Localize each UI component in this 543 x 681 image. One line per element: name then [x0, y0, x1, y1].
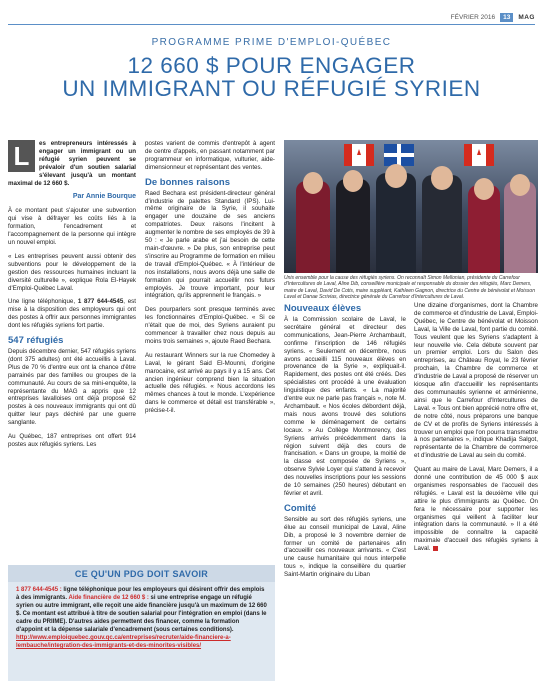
- person-head: [343, 170, 363, 192]
- article-title: [0, 54, 543, 100]
- column-1: [8, 140, 136, 455]
- page-number: 13: [500, 13, 513, 22]
- paragraph: Des pourparlers sont presque terminés avec les fonctionnaires d'Emploi-Québec. « Si ce n'était que de moi, des Syriens auraient pu commencer à travailler chez nous depuis au moins trois semaines », ajoute Raed Bechara.: [145, 306, 275, 345]
- column-2: [145, 140, 275, 421]
- canada-flag-icon: [344, 144, 374, 166]
- person-head: [431, 166, 453, 190]
- title-line-1: 12 660 $ POUR ENGAGER: [127, 53, 416, 78]
- column-4: [414, 302, 538, 559]
- text: si une entreprise engage un réfugié syrien ou autre immigrant, elle reçoit une aide financière jusqu'à un maximum de 12 660 $. Ce montant est attribué à titre de soutien salarial pour l'intégration en emploi (dans le cadre du PRIIME). D'autres aides permettent des financer, comme la formation d'appoint et la dépense salariale d'encadrement (sous certaines conditions).: [16, 595, 267, 633]
- paragraph: Sensible au sort des réfugiés syriens, une élue au conseil municipal de Laval, Aline Dib, a proposé le 3 novembre dernier de former un comité de partenaires afin d'accueillir ces nouveaux arrivants. « C'est une cause humanitaire qui nous interpelle tous », indique la conseillère du quartier Saint-Martin originaire du Liban: [284, 515, 406, 579]
- title-line-2: UN IMMIGRANT OU RÉFUGIÉ SYRIEN: [62, 76, 481, 101]
- magazine-name: MAG: [518, 13, 535, 21]
- phone-number: 1 877 644-4545: [77, 298, 124, 306]
- group-photo: [284, 140, 538, 273]
- canada-flag-icon: [464, 144, 494, 166]
- text: Une ligne téléphonique,: [8, 298, 78, 306]
- text: Quant au maire de Laval, Marc Demers, il a donné une contribution de 45 000 $ aux organismes responsables de l'accueil des réfugiés. « Laval est la deuxième ville qui attire le plus d'immigrants au Québec. On fera le nécessaire pour supporter les organismes qui veillent à faciliter leur intégration dans la communauté. » Il a été impossible de connaître la capacité maximale d'accueil des réfugiés syriens à Laval.: [414, 466, 538, 553]
- paragraph: Depuis décembre dernier, 547 réfugiés syriens (dont 375 adultes) ont été accueillis à Laval. Plus de 70 % d'entre eux ont la chance d'être parrainés par des familles ou groupes de la communauté. Au cours de sa mini-enquête, la représentante du MAG a appris que 12 entreprises lavalloises ont déjà proposé 62 postes à ces nouveaux immigrants qui ont dû quitter leur pays déchiré par une guerre sanglante.: [8, 348, 136, 427]
- photo-caption: Unis ensemble pour la cause des réfugiés syriens. On reconnaît Simon Mellonian, présidente du Carrefour d'Intercultures de Laval, Aline Dib, conseillère municipale et responsable du dossier des réfugiés, Marc Demers, maire de Laval, David De Cotis, maire suppléant, Kathleen Gagnon, directrice du Centre de bénévolat et Moisson Laval et Danae Scrivias, directrice générale du Carrefour d'Intercultures de Laval.: [284, 275, 535, 300]
- paragraph: À la Commission scolaire de Laval, le secrétaire général et directeur des communications, Jean-Pierre Archambault, confirme l'inscription de 146 réfugiés syriens. « Seulement en décembre, nous avons accueilli 115 nouveaux élèves en provenance de la Syrie », expliquait-il. Rapidement, des postes ont été créés. Des spécialistes ont procédé à une évaluation linguistique des enfants. « La majorité d'entre eux ne parle pas français », note M. Archambault. « Nos écoles débordent déjà, mais nous avons trouvé des solutions comme le déménagement de certains locaux. » Au Collège Montmorency, des Syriens arrivés précédemment dans la région suivent déjà des cours de francisation. « Dans un groupe, la moitié de la classe est composée de Syriens », observe Sylvie Loyer qui s'attend à recevoir des nouvelles inscriptions pour les sessions de 10 semaines (250 heures) débutant en février et avril.: [284, 316, 406, 497]
- section-heading: De bonnes raisons: [145, 176, 230, 188]
- paragraph: postes varient de commis d'entrepôt à agent de centre d'appels, en passant notamment par programmeur en informatique, vulturier, aide-dimensionneur et représentant des ventes.: [145, 140, 275, 171]
- paragraph: [8, 298, 136, 330]
- sidebar-box: [8, 565, 275, 681]
- text: ligne téléphonique pour les employeurs qui désirent offrir des emplois à des immigrants.: [16, 587, 265, 601]
- byline: Par Annie Bourque: [72, 193, 136, 201]
- person-head: [510, 174, 530, 196]
- column-3: [284, 302, 406, 585]
- person-head: [385, 164, 407, 188]
- quebec-flag-icon: [384, 144, 414, 166]
- end-mark-icon: [433, 546, 438, 551]
- paragraph: À ce montant peut s'ajouter une subvention qui vise à défrayer les coûts liés à la formation, l'encadrement et l'accompagnement de la personne qui intègre un nouvel emploi.: [8, 207, 136, 246]
- section-heading: Nouveaux élèves: [284, 303, 362, 314]
- section-heading: 547 réfugiés: [8, 335, 64, 347]
- page-header: [451, 10, 535, 24]
- phone-label: 1 877 644-4545 :: [16, 587, 64, 593]
- paragraph: Au restaurant Winners sur la rue Chomedey à Laval, le gérant Said El-Mounni, d'origine marocaine, est arrivé au pays il y a 15 ans. Cet ancien ingénieur comprend bien la situation actuelle des réfugiés. « Nous accordons les mêmes chances à tout le monde. L'expérience dans le commerce et détail est transférable », précise-t-il.: [145, 351, 275, 415]
- text: , est mise à la disposition des employeurs qui ont des postes à offrir aux personnes immigrantes dont les réfugiés syriens fort partie.: [8, 298, 136, 330]
- info-link[interactable]: http://www.emploiquebec.gouv.qc.ca/entreprises/recruter/aide-financiere-a-lembauche/integration-des-immigrants-et-des-minorites-visibles/: [16, 635, 231, 649]
- person: [296, 181, 330, 273]
- paragraph: [414, 466, 538, 553]
- paragraph: Au Québec, 187 entreprises ont offert 914 postes aux réfugiés syriens. Les: [8, 433, 136, 448]
- paragraph: Une dizaine d'organismes, dont la Chambre de commerce et d'industrie de Laval, Emploi-Québec, le Centre de bénévolat et Moisson Laval, la Ville de Laval, font partie du comité. Tous veulent que les Syriens s'adaptent à leur nouvelle vie. Cela débute souvent par un premier emploi. Lors du Salon des entreprises, au Château Royal, le 23 février prochain, la Chambre de commerce et d'industrie de Laval a proposé de réserver un kiosque afin d'accueillir les représentants des communautés syrienne et arménienne, ainsi que le Carrefour d'Intercultures de Laval. « Tous ont bien apprécié notre offre et, de notre côté, nous préparons une banque de CV et de profils de Syriens intéressés à trouver un emploi que l'on pourra transmettre à nos partenaires », indique Khadija Salgot, représentante de la Chambre de commerce et d'industrie de Laval au sein du comité.: [414, 302, 538, 460]
- person-head: [474, 178, 494, 200]
- box-title: CE QU'UN PDG DOIT SAVOIR: [8, 565, 275, 582]
- paragraph: « Les entreprises peuvent aussi obtenir des subventions pour le développement de la gestion des ressources humaines incluant la diversité culturelle », explique Rola El-Hayek d'Emploi-Québec Laval.: [8, 252, 136, 292]
- article-kicker: PROGRAMME PRIME D'EMPLOI-QUÉBEC: [151, 37, 392, 48]
- aid-label: Aide financière de 12 660 $ :: [68, 595, 151, 601]
- paragraph: Raed Bechara est président-directeur général d'industrie de palettes Standard (IPS). Lui-même originaire de la Syrie, il souhaite engager une douzaine de ses anciens compatriotes. Deux raisons l'incitent à augmenter le nombre de ses employés de 39 à 50 : « Je parle arabe et j'ai besoin de cette main-d'œuvre. » De plus, son entreprise peut s'inscrire au Programme de formation en milieu de travail d'Emploi-Québec. « À l'intérieur de nos installations, nous avons déjà une salle de formation qui pourrait accueillir nos futurs employés. Je trouve important, pour leur intégration, qu'ils apprennent le français. »: [145, 189, 275, 300]
- box-text: [8, 582, 275, 650]
- lead-paragraph: es entrepreneurs intéressés à engager un immigrant ou un réfugié syrien peuvent se prévaloir d'un soutien salarial s'élevant jusqu'à un montant maximal de 12 660 $.: [8, 140, 136, 187]
- person: [376, 173, 416, 273]
- person: [336, 179, 370, 273]
- section-heading: Comité: [284, 502, 317, 514]
- header-rule: [8, 24, 535, 25]
- person-head: [303, 172, 323, 194]
- drop-cap: L: [8, 140, 35, 172]
- issue-date: FÉVRIER 2016: [450, 13, 496, 21]
